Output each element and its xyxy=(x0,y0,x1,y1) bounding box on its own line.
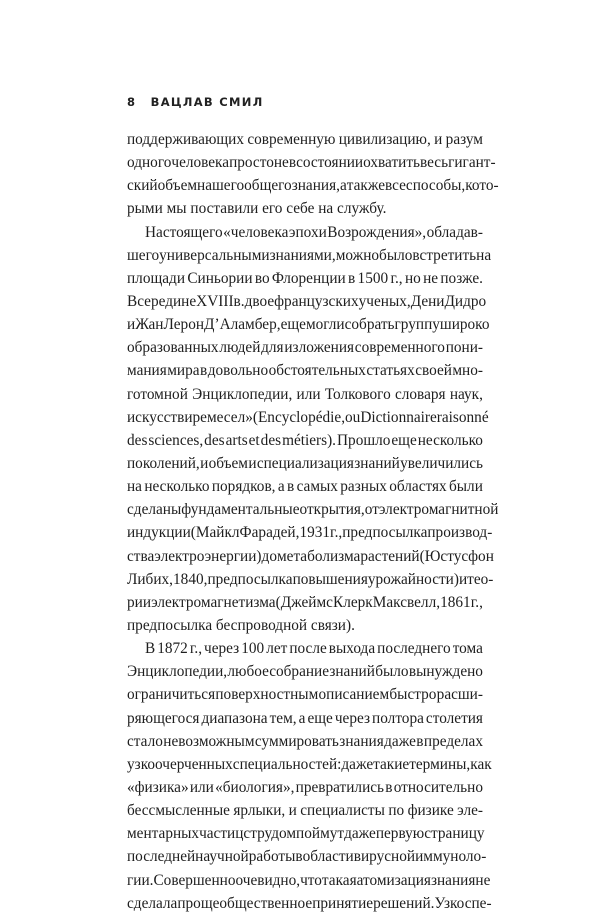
text-line: Настоящего «человека эпохи Возрождения», обладав- xyxy=(145,223,483,241)
page-number: 8 xyxy=(127,95,137,109)
text-line: Либих, 1840, предпосылка повышения урожайности) и тео- xyxy=(127,570,494,588)
text-line: и Жан Лерон Д’Аламбер, еще могли собрать группу широко xyxy=(127,316,490,334)
text-line: готомной Энциклопедии, или Толкового словаря наук, xyxy=(127,385,483,403)
text-line: последней научной работы в области вирусной иммуноло- xyxy=(127,848,487,866)
text-line: В 1872 г., через 100 лет после выхода последнего тома xyxy=(145,640,483,658)
text-line: бессмысленные ярлыки, и специалисты по физике эле- xyxy=(127,802,483,820)
body-text xyxy=(127,128,499,915)
text-line: ограничиться поверхностным описанием быстро расши- xyxy=(127,686,483,704)
text-line: площади Синьории во Флоренции в 1500 г., но не позже. xyxy=(127,269,483,287)
text-line: Энциклопедии, любое собрание знаний было вынуждено xyxy=(127,663,483,681)
text-line: des sciences, des arts et des métiers). Прошло еще несколько xyxy=(127,431,483,449)
text-line: поддерживающих современную цивилизацию, и разум xyxy=(127,131,483,148)
running-head-author: ВАЦЛАВ СМИЛ xyxy=(150,95,264,109)
text-line: ментарных частиц с трудом поймут даже первую страницу xyxy=(127,825,485,843)
text-line: рыми мы поставили его себе на службу. xyxy=(127,200,387,218)
text-line: рии электромагнетизма (Джеймс Клерк Максвелл, 1861 г., xyxy=(127,593,483,611)
text-line: сделаны фундаментальные открытия, от электромагнитной xyxy=(127,501,499,519)
text-line: В середине XVIII в. двое французских ученых, Дени Дидро xyxy=(127,292,487,310)
text-line: ский объем нашего общего знания, а также все способы, кото- xyxy=(127,177,499,195)
text-line: искусств и ремесел» (Encyclopédie, ou Dictionnaire raisonné xyxy=(127,408,489,426)
text-line: шего универсальными знаниями, можно было встретить на xyxy=(127,246,492,264)
running-head xyxy=(127,95,264,109)
text-line: гии. Совершенно очевидно, что такая атомизация знания не xyxy=(127,871,491,889)
text-line: индукции (Майкл Фарадей, 1931 г., предпосылка производ- xyxy=(127,524,493,542)
text-line: одного человека просто не в состоянии охватить весь гигант- xyxy=(127,154,496,172)
text-line: «физика» или «биология», превратились в относительно xyxy=(127,778,483,796)
text-line: ряющегося диапазона тем, а еще через полтора столетия xyxy=(127,709,483,727)
text-line: предпосылка беспроводной связи). xyxy=(127,616,355,634)
text-line: стало невозможным суммировать знания даже в пределах xyxy=(127,732,483,750)
text-line: на несколько порядков, а в самых разных областях были xyxy=(127,478,483,496)
text-line: мания мира в довольно обстоятельных статьях своей мно- xyxy=(127,362,483,380)
text-line: ства электроэнергии) до метаболизма растений (Юстус фон xyxy=(127,547,494,565)
text-line: сделала проще общественное принятие решений. Узкоспе- xyxy=(127,894,492,912)
text-line: поколений, и объем и специализация знаний увеличились xyxy=(127,454,483,472)
text-line: узко очерченных специальностей: даже такие термины, как xyxy=(127,755,492,773)
text-line: образованных людей для изложения современного пони- xyxy=(127,339,483,357)
